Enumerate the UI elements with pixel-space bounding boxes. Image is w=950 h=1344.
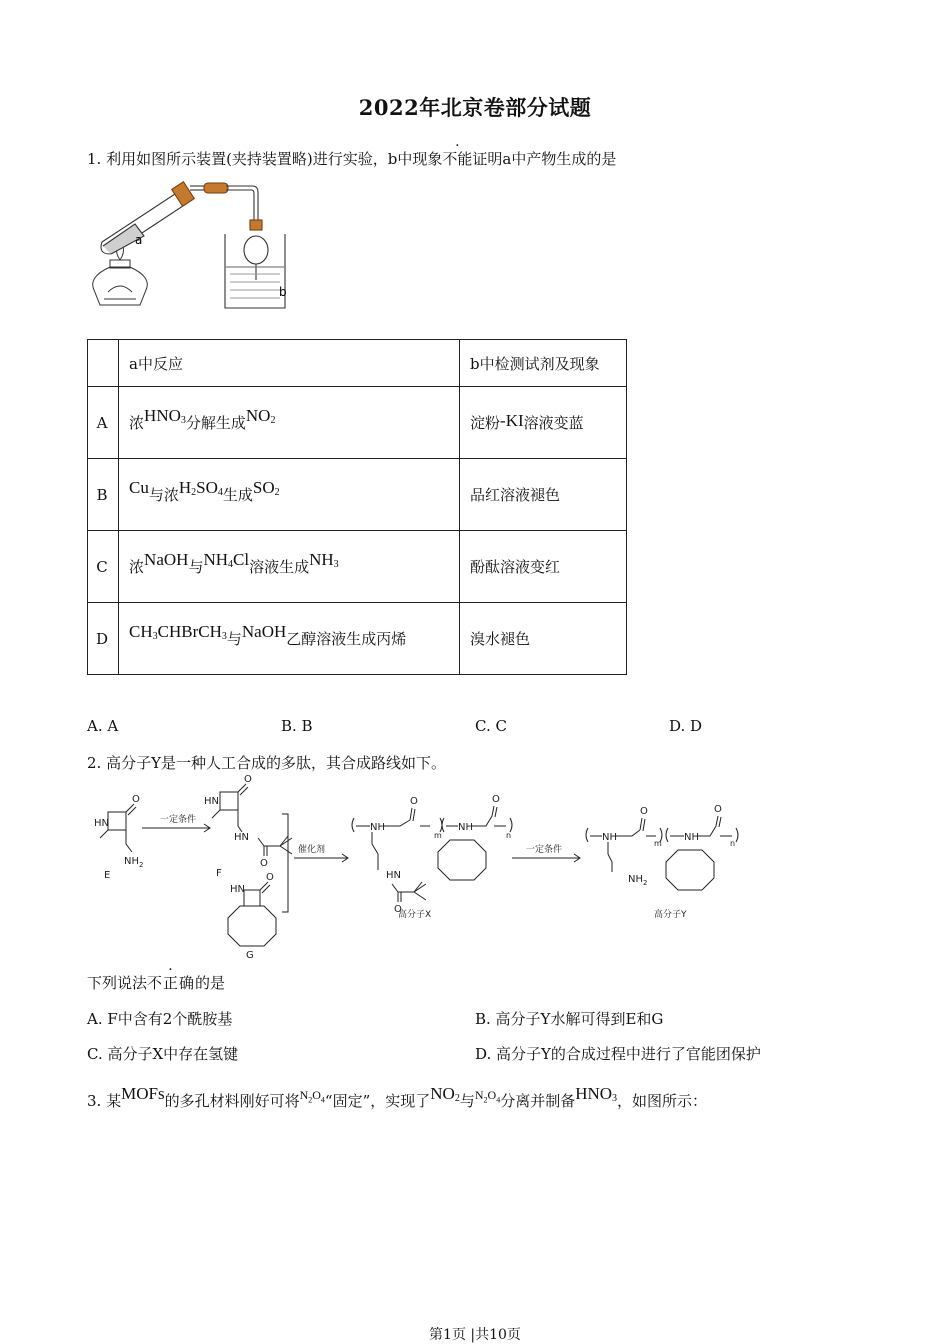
page-title: 2022年北京卷部分试题: [358, 95, 592, 120]
text: 分解生成: [185, 414, 246, 432]
label-o-x2: O: [394, 904, 402, 915]
label-hn-f: HN: [204, 796, 219, 807]
q1-option-c[interactable]: C. C: [475, 717, 507, 735]
table-header-row: [88, 340, 627, 387]
q1-stem: [87, 148, 616, 169]
text: “固定”，实现了: [324, 1092, 431, 1110]
formula-cu: Cu: [129, 478, 149, 497]
formula-hno3: [144, 406, 186, 425]
text: 与: [188, 558, 204, 576]
formula-sub: 2: [191, 487, 197, 498]
formula-ch3chbrch3: [129, 622, 227, 641]
reaction-cell: [119, 531, 460, 603]
formula-text: O: [487, 1088, 497, 1102]
molecule-f: [212, 784, 292, 856]
formula-n2o4: [299, 1088, 325, 1105]
label-nh2-e: $NH_2$: [124, 856, 144, 869]
text: 与: [459, 1092, 475, 1110]
formula-nh3: [309, 550, 339, 569]
polymer-y: [586, 816, 738, 890]
text: 下列说法: [87, 974, 148, 992]
cond-2: 一定条件: [526, 845, 563, 855]
label-nh2-y: $NH_2$: [628, 874, 648, 887]
reaction-cell: [119, 603, 460, 675]
text: 分离并制备: [500, 1092, 576, 1110]
formula-text: NO: [430, 1084, 455, 1103]
label-g: G: [246, 950, 254, 961]
label-polymer-y: 高分子Y: [654, 910, 687, 920]
label-e: E: [104, 870, 111, 881]
label-f: F: [216, 868, 222, 879]
table-row-d: [88, 603, 627, 675]
q2-sub-question: [87, 972, 225, 993]
label-o-x3: O: [492, 794, 500, 805]
formula-text: O: [312, 1088, 321, 1102]
row-key: D: [88, 603, 119, 675]
formula-sub: 2: [483, 1095, 488, 1105]
formula-sub: 4: [217, 487, 223, 498]
label-o-f2: O: [260, 858, 268, 869]
formula-text: SO: [196, 478, 218, 497]
label-o-e: O: [132, 794, 140, 805]
q1-table: [87, 339, 627, 675]
label-o-x1: O: [410, 796, 418, 807]
formula-text: H: [178, 478, 192, 497]
row-key: A: [88, 387, 119, 459]
label-o-g: O: [266, 872, 274, 883]
reaction-cell: [119, 459, 460, 531]
polymer-x: [352, 806, 512, 902]
text: 溶液生成: [249, 558, 310, 576]
reaction-cell: [119, 387, 460, 459]
formula-text: NH: [203, 550, 229, 569]
formula-text: HNO: [144, 406, 181, 425]
text: 乙醇溶液生成丙烯: [286, 630, 407, 648]
text: 的多孔材料刚好可将: [164, 1092, 300, 1110]
detection-cell: 酚酞溶液变红: [460, 531, 627, 603]
row-key: C: [88, 531, 119, 603]
label-m-x: m: [434, 831, 442, 840]
q1-option-d[interactable]: D. D: [669, 717, 703, 735]
label-o-y1: O: [640, 806, 648, 817]
label-m-y: m: [654, 839, 662, 848]
formula-h2so4: [179, 478, 223, 497]
formula-sub: 2: [308, 1095, 313, 1105]
detection-cell: [460, 387, 627, 459]
q2-option-a[interactable]: A. F中含有2个酰胺基: [87, 1010, 233, 1028]
label-n-y: n: [730, 839, 736, 848]
text: 3. 某: [87, 1092, 122, 1110]
text: 浓: [129, 414, 145, 432]
q2-option-b[interactable]: B. 高分子Y水解可得到E和G: [475, 1010, 664, 1028]
formula-text: NO: [245, 406, 271, 425]
table-row-a: [88, 387, 627, 459]
formula-naoh: NaOH: [144, 550, 189, 569]
formula-sub: 4: [228, 559, 234, 570]
header-cell-blank: [88, 340, 119, 387]
cond-1: 一定条件: [160, 815, 197, 825]
formula-text: CH: [129, 622, 153, 641]
formula-text: HNO: [575, 1084, 613, 1103]
formula-mofs: MOFs: [121, 1084, 165, 1103]
synthesis-scheme: [80, 774, 760, 961]
beaker: [225, 220, 285, 308]
apparatus-figure: [80, 172, 310, 317]
label-polymer-x: 高分子X: [398, 910, 432, 920]
label-nh-x1: NH: [370, 822, 385, 833]
q2-option-d[interactable]: D. 高分子Y的合成过程中进行了官能团保护: [475, 1045, 761, 1063]
label-o-y2: O: [714, 804, 722, 815]
formula-sub: 3: [152, 631, 158, 642]
label-hn-f2: HN: [234, 832, 249, 843]
formula-sub: 2: [270, 415, 276, 426]
text: 溶液变蓝: [523, 414, 584, 432]
label-b: b: [279, 285, 287, 299]
q1-stem-pre: 1. 利用如图所示装置(夹持装置略)进行实验，b中现象: [87, 150, 443, 168]
text: 与浓: [148, 486, 179, 504]
formula-sub: 3: [333, 559, 339, 570]
formula-text: N: [299, 1088, 309, 1102]
formula-no2: [430, 1084, 460, 1103]
text: 淀粉: [470, 414, 501, 432]
formula-sub: 4: [496, 1095, 501, 1105]
text: 浓: [129, 558, 145, 576]
cond-cat: 催化剂: [298, 845, 326, 855]
formula-sub: 2: [454, 1093, 460, 1104]
bracket: [282, 814, 288, 912]
formula-sub: 3: [180, 415, 186, 426]
label-nh-x2: NH: [458, 822, 473, 833]
page-footer: 第1页 |共10页: [429, 1327, 521, 1343]
formula-sub: 4: [320, 1095, 325, 1105]
q2-stem: 2. 高分子Y是一种人工合成的多肽，其合成路线如下。: [87, 754, 446, 772]
formula-hno3: [575, 1084, 617, 1103]
q1-option-b[interactable]: B. B: [281, 717, 313, 735]
formula-text: CHBrCH: [157, 622, 222, 641]
label-n-x: n: [506, 831, 512, 840]
formula-no2: [246, 406, 276, 425]
q1-option-a[interactable]: A. A: [87, 717, 119, 735]
formula-nh4cl: [203, 550, 249, 569]
formula-sub: 2: [274, 487, 280, 498]
formula-text: N: [474, 1088, 484, 1102]
label-nh-y1: NH: [602, 832, 617, 843]
formula-naoh: NaOH: [241, 622, 287, 641]
label-hn-g: HN: [230, 884, 245, 895]
q2-option-c[interactable]: C. 高分子X中存在氢键: [87, 1045, 239, 1063]
text: 生成: [222, 486, 253, 504]
row-key: B: [88, 459, 119, 531]
formula-so2: [253, 478, 280, 497]
header-cell-detection: b中检测试剂及现象: [460, 340, 627, 387]
formula-sub: 3: [612, 1093, 618, 1104]
text: 与: [226, 630, 242, 648]
table-row-b: [88, 459, 627, 531]
q3-stem: [87, 1084, 708, 1111]
label-nh-y2: NH: [684, 832, 699, 843]
label-hn-x: HN: [386, 870, 401, 881]
formula-n2o4-2: [474, 1088, 501, 1105]
formula-sub: 3: [221, 631, 227, 642]
formula-ki: -KI: [500, 411, 524, 430]
label-hn-e: HN: [94, 818, 109, 829]
table-row-c: [88, 531, 627, 603]
formula-text: Cl: [233, 550, 250, 569]
label-o-f: O: [244, 774, 252, 785]
detection-cell: 品红溶液褪色: [460, 459, 627, 531]
formula-text: SO: [252, 478, 275, 497]
header-cell-reaction: a中反应: [119, 340, 460, 387]
text: 的是: [195, 974, 226, 992]
q1-stem-post: 证明a中产物生成的是: [472, 150, 617, 168]
test-tube: [101, 182, 194, 254]
delivery-tube: [190, 183, 258, 227]
text: ，如图所示：: [617, 1092, 708, 1110]
detection-cell: 溴水褪色: [460, 603, 627, 675]
formula-text: NH: [309, 550, 334, 569]
label-a: a: [135, 233, 143, 247]
q2-emphasis: 不正确: [147, 974, 196, 992]
q1-stem-emphasis: 不能: [442, 150, 473, 168]
